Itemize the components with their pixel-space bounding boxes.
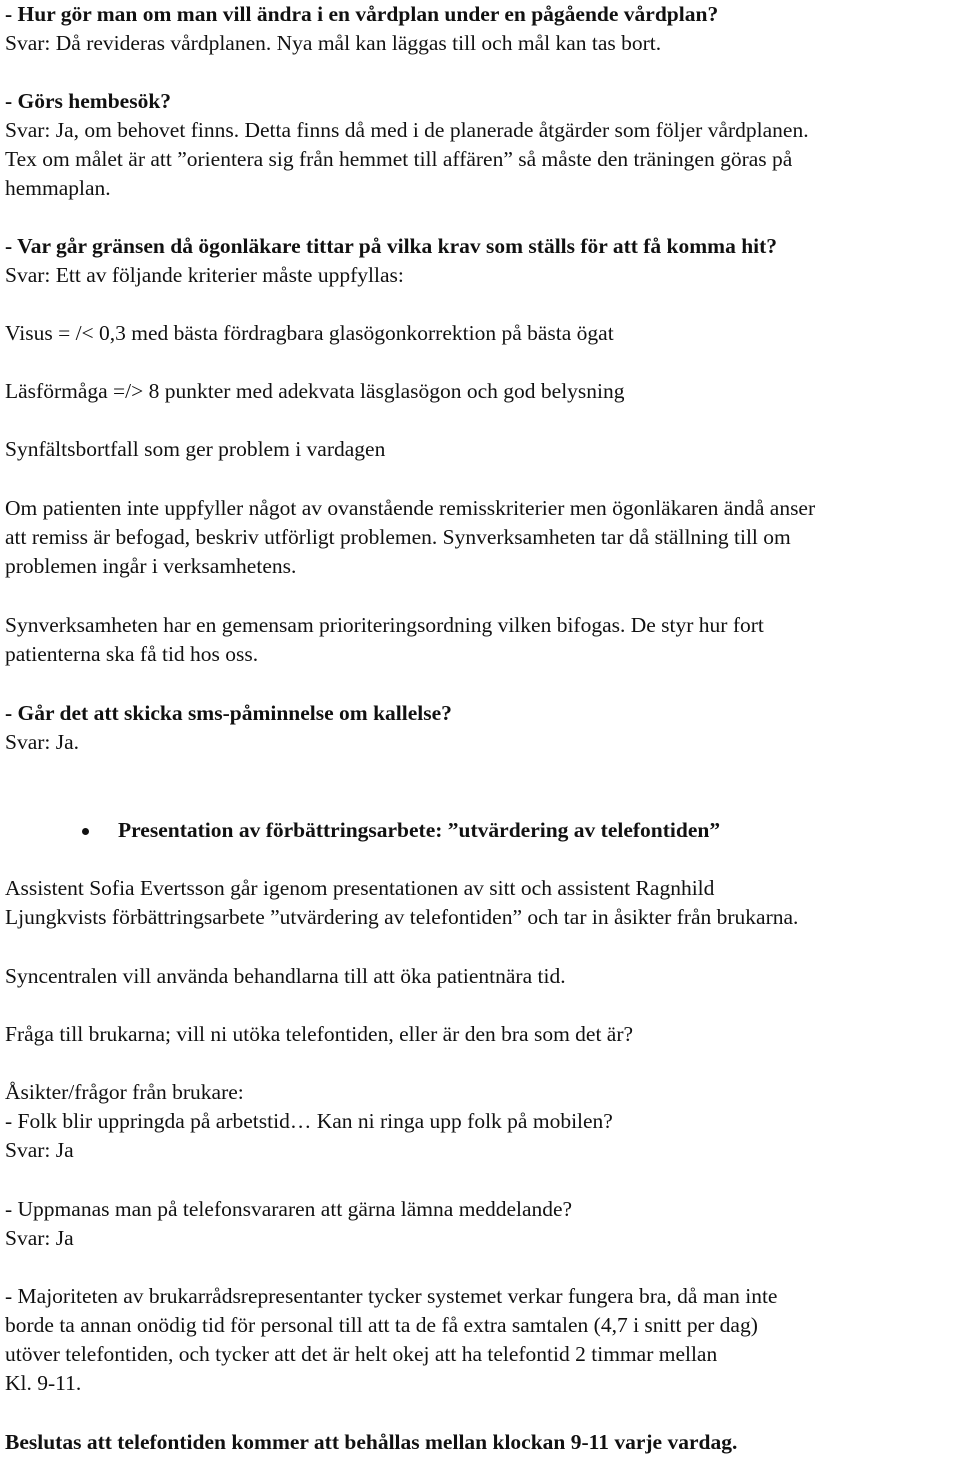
- answer-home-visit-line-3: hemmaplan.: [5, 176, 111, 200]
- criterion-visus: Visus = /< 0,3 med bästa fördragbara glasögonkorrektion på bästa ögat: [5, 321, 614, 345]
- question-home-visit: - Görs hembesök?: [5, 89, 172, 113]
- question-referral-criteria: - Var går gränsen då ögonläkare tittar på vilka krav som ställs för att få komma hit?: [5, 234, 778, 258]
- intro-line-2: Ljungkvists förbättringsarbete ”utvärdering av telefontiden” och tar in åsikter från brukarna.: [5, 905, 799, 929]
- answer-care-plan-change: Svar: Då revideras vårdplanen. Nya mål kan läggas till och mål kan tas bort.: [5, 31, 662, 55]
- criterion-reading-ability: Läsförmåga =/> 8 punkter med adekvata läsglasögon och god belysning: [5, 379, 625, 403]
- referral-paragraph-line-2: att remiss är befogad, beskriv utförligt problemen. Synverksamheten tar då ställning till om: [5, 525, 791, 549]
- opinion-2-answer: Svar: Ja: [5, 1226, 74, 1250]
- question-to-users: Fråga till brukarna; vill ni utöka telefontiden, eller är den bra som det är?: [5, 1022, 634, 1046]
- answer-referral-criteria: Svar: Ett av följande kriterier måste uppfyllas:: [5, 263, 404, 287]
- answer-home-visit-line-2: Tex om målet är att ”orientera sig från hemmet till affären” så måste den träningen göras på: [5, 147, 793, 171]
- intro-line-1: Assistent Sofia Evertsson går igenom presentationen av sitt och assistent Ragnhild: [5, 876, 715, 900]
- opinion-3-line-4: Kl. 9-11.: [5, 1371, 82, 1395]
- bullet-icon: [82, 828, 89, 835]
- answer-home-visit-line-1: Svar: Ja, om behovet finns. Detta finns då med i de planerade åtgärder som följer vårdplanen.: [5, 118, 809, 142]
- criterion-visual-field: Synfältsbortfall som ger problem i vardagen: [5, 437, 386, 461]
- syncentral-paragraph: Syncentralen vill använda behandlarna till att öka patientnära tid.: [5, 964, 566, 988]
- referral-paragraph-line-3: problemen ingår i verksamhetens.: [5, 554, 297, 578]
- opinion-3-line-3: utöver telefontiden, och tycker att det är helt okej att ha telefontid 2 timmar mellan: [5, 1342, 718, 1366]
- section-heading: Presentation av förbättringsarbete: ”utvärdering av telefontiden”: [118, 818, 721, 842]
- opinion-1-question: - Folk blir uppringda på arbetstid… Kan ni ringa upp folk på mobilen?: [5, 1109, 613, 1133]
- priority-paragraph-line-1: Synverksamheten har en gemensam prioriteringsordning vilken bifogas. De styr hur fort: [5, 613, 764, 637]
- question-sms-reminder: - Går det att skicka sms-påminnelse om kallelse?: [5, 701, 452, 725]
- question-care-plan-change: - Hur gör man om man vill ändra i en vårdplan under en pågående vårdplan?: [5, 2, 719, 26]
- opinion-1-answer: Svar: Ja: [5, 1138, 74, 1162]
- opinion-2-question: - Uppmanas man på telefonsvararen att gärna lämna meddelande?: [5, 1197, 573, 1221]
- priority-paragraph-line-2: patienterna ska få tid hos oss.: [5, 642, 259, 666]
- opinion-3-line-2: borde ta annan onödig tid för personal till att ta de få extra samtalen (4,7 i snitt per dag): [5, 1313, 758, 1337]
- answer-sms-reminder: Svar: Ja.: [5, 730, 80, 754]
- decision: Beslutas att telefontiden kommer att behållas mellan klockan 9-11 varje vardag.: [5, 1430, 738, 1454]
- referral-paragraph-line-1: Om patienten inte uppfyller något av ovanstående remisskriterier men ögonläkaren ändå anser: [5, 496, 816, 520]
- opinion-3-line-1: - Majoriteten av brukarrådsrepresentanter tycker systemet verkar fungera bra, då man inte: [5, 1284, 778, 1308]
- opinions-title: Åsikter/frågor från brukare:: [5, 1080, 244, 1104]
